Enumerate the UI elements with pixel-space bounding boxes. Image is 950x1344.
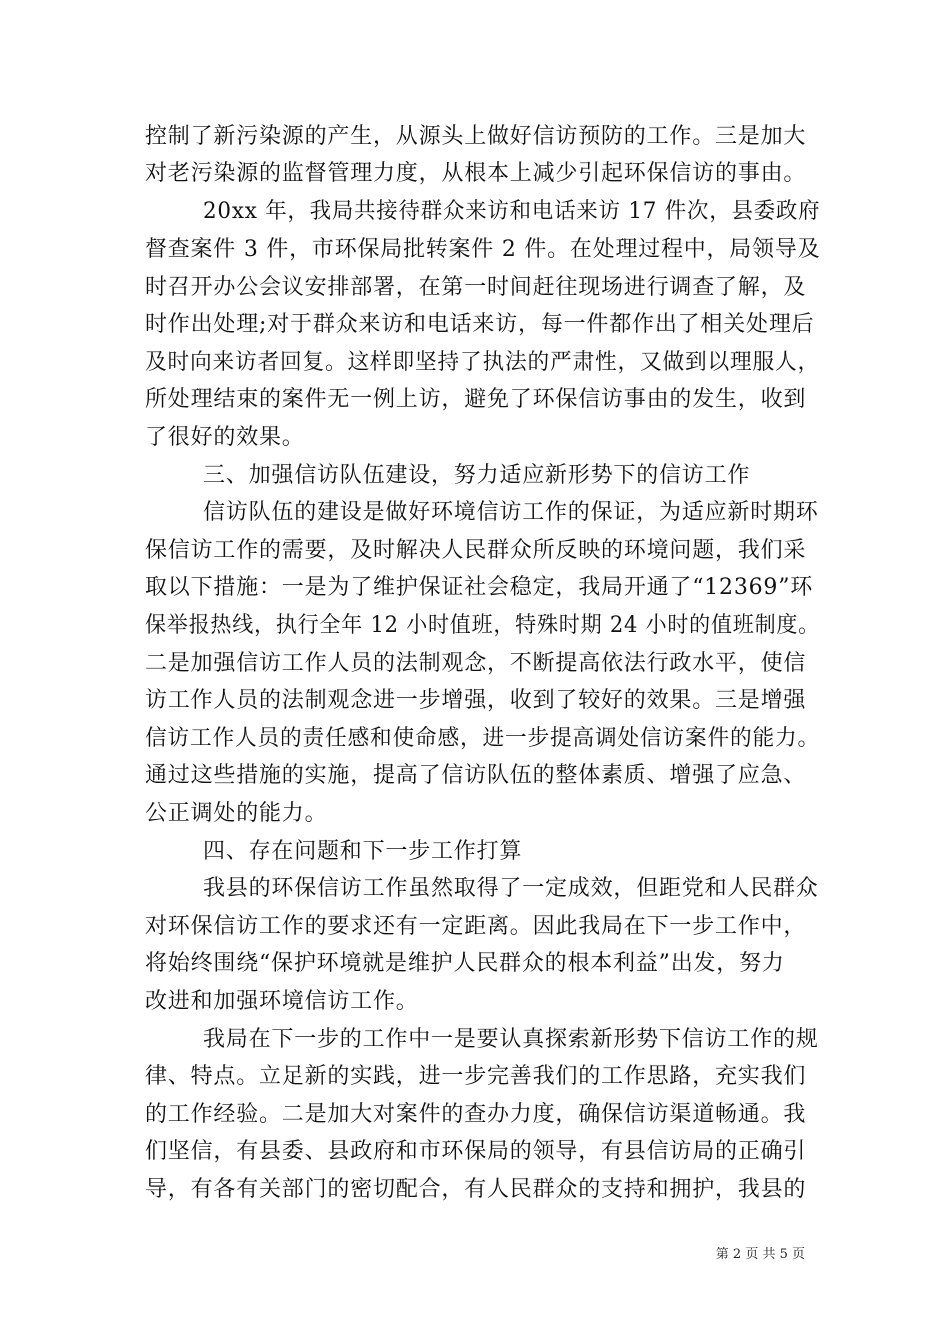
text-line: 我局在下一步的工作中一是要认真探索新形势下信访工作的规 — [203, 1027, 819, 1052]
text-line: 信访队伍的建设是做好环境信访工作的保证，为适应新时期环 — [203, 500, 819, 525]
text-line: 对老污染源的监督管理力度，从根本上减少引起环保信访的事由。 — [145, 161, 807, 186]
text-line: 对环保信访工作的要求还有一定距离。因此我局在下一步工作中， — [145, 914, 807, 939]
text-line: 改进和加强环境信访工作。 — [145, 989, 419, 1014]
text-line: 督查案件 3 件，市环保局批转案件 2 件。在处理过程中，局领导及 — [145, 237, 821, 262]
text-line: 了很好的效果。 — [145, 425, 305, 450]
text-line: 律、特点。立足新的实践，进一步完善我们的工作思路，充实我们 — [145, 1064, 807, 1089]
text-line: 保信访工作的需要，及时解决人民群众所反映的环境问题，我们采 — [145, 538, 807, 563]
text-line: 时作出处理;对于群众来访和电话来访，每一件都作出了相关处理后 — [145, 312, 815, 337]
text-line: 信访工作人员的责任感和使命感，进一步提高调处信访案件的能力。 — [145, 726, 820, 751]
text-line: 所处理结束的案件无一例上访，避免了环保信访事由的发生，收到 — [145, 387, 807, 412]
text-line: 时召开办公会议安排部署，在第一时间赶往现场进行调查了解，及 — [145, 275, 807, 300]
text-line: 二是加强信访工作人员的法制观念，不断提高依法行政水平，使信 — [145, 651, 807, 676]
text-line: 保举报热线，执行全年 12 小时值班，特殊时期 24 小时的值班制度。 — [145, 613, 820, 638]
text-line: 们坚信，有县委、县政府和市环保局的领导，有县信访局的正确引 — [145, 1139, 807, 1164]
text-line: 通过这些措施的实施，提高了信访队伍的整体素质、增强了应急、 — [145, 763, 807, 788]
text-line: 及时向来访者回复。这样即坚持了执法的严肃性，又做到以理服人， — [145, 350, 820, 375]
text-line: 20xx 年，我局共接待群众来访和电话来访 17 件次，县委政府 — [203, 199, 821, 224]
page-number: 第 2 页 共 5 页 — [715, 1247, 805, 1262]
section-heading: 四、存在问题和下一步工作打算 — [203, 839, 523, 864]
text-line: 访工作人员的法制观念进一步增强，收到了较好的效果。三是增强 — [145, 688, 807, 713]
text-line: 将始终围绕“保护环境就是维护人民群众的根本利益”出发，努力 — [145, 951, 785, 976]
text-line: 控制了新污染源的产生，从源头上做好信访预防的工作。三是加大 — [145, 124, 807, 149]
text-line: 我县的环保信访工作虽然取得了一定成效，但距党和人民群众 — [203, 876, 819, 901]
text-line: 公正调处的能力。 — [145, 801, 328, 826]
text-line: 取以下措施：一是为了维护保证社会稳定，我局开通了“12369”环 — [145, 575, 814, 600]
text-line: 的工作经验。二是加大对案件的查办力度，确保信访渠道畅通。我 — [145, 1102, 807, 1127]
text-line: 导，有各有关部门的密切配合，有人民群众的支持和拥护，我县的 — [145, 1177, 807, 1202]
section-heading: 三、加强信访队伍建设，努力适应新形势下的信访工作 — [203, 463, 751, 488]
